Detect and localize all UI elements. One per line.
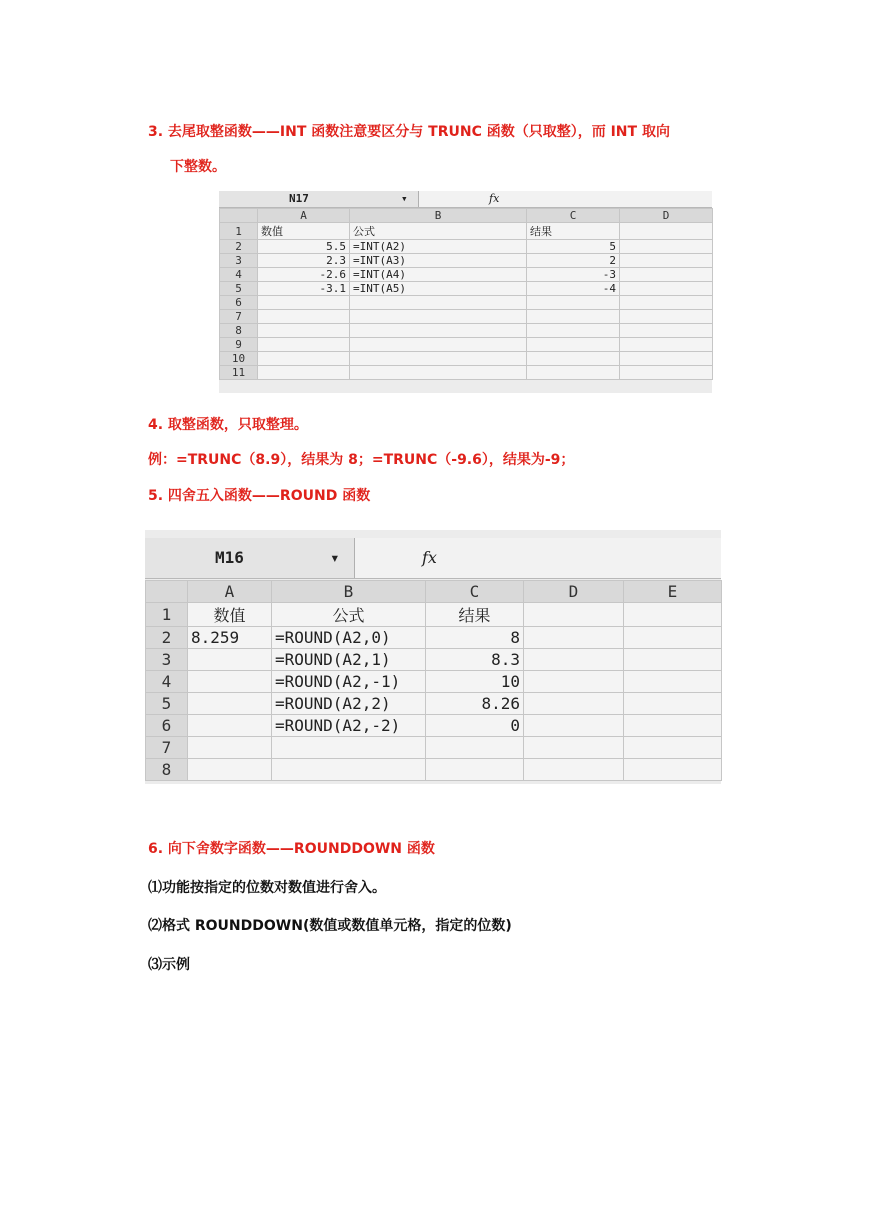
cell-c[interactable]: -3 xyxy=(527,268,620,282)
name-box[interactable]: M16 xyxy=(145,538,355,578)
chevron-down-icon[interactable]: ▾ xyxy=(401,192,408,205)
table-row xyxy=(220,282,713,296)
cell-b[interactable] xyxy=(350,324,527,338)
cell-c[interactable] xyxy=(426,737,524,759)
row-header[interactable]: 7 xyxy=(220,310,258,324)
row-header[interactable]: 5 xyxy=(146,693,188,715)
sheet-grid xyxy=(145,580,722,781)
table-row xyxy=(146,627,722,649)
table-row xyxy=(146,603,722,627)
cell-c[interactable]: 2 xyxy=(527,254,620,268)
cell-b[interactable]: =INT(A3) xyxy=(350,254,527,268)
cell-empty[interactable] xyxy=(620,366,713,380)
cell-c[interactable] xyxy=(527,352,620,366)
cell-c[interactable] xyxy=(426,759,524,781)
cell-a[interactable] xyxy=(258,352,350,366)
cell-a[interactable] xyxy=(188,693,272,715)
name-box[interactable]: N17 xyxy=(219,191,419,207)
table-row xyxy=(220,268,713,282)
table-row xyxy=(146,693,722,715)
row-header[interactable]: 3 xyxy=(220,254,258,268)
spreadsheet-round xyxy=(145,530,721,784)
table-row xyxy=(220,310,713,324)
spreadsheet-int xyxy=(219,191,712,393)
row-header[interactable]: 8 xyxy=(220,324,258,338)
cell-a[interactable] xyxy=(258,338,350,352)
section-6-item-3: ⑶示例 xyxy=(148,957,190,973)
column-header[interactable]: D xyxy=(620,209,713,223)
cell-c[interactable]: 8.3 xyxy=(426,649,524,671)
cell-empty[interactable] xyxy=(524,737,624,759)
row-header[interactable]: 3 xyxy=(146,649,188,671)
cell-empty[interactable] xyxy=(624,693,722,715)
cell-a[interactable]: -2.6 xyxy=(258,268,350,282)
column-header[interactable]: E xyxy=(624,581,722,603)
row-header[interactable]: 1 xyxy=(146,603,188,627)
cell-empty[interactable] xyxy=(620,352,713,366)
cell-a[interactable] xyxy=(258,296,350,310)
cell-c[interactable] xyxy=(527,338,620,352)
section-4-heading: 4. 取整函数，只取整理。 xyxy=(148,417,308,433)
cell-empty[interactable] xyxy=(624,759,722,781)
row-header[interactable]: 7 xyxy=(146,737,188,759)
table-row xyxy=(220,324,713,338)
cell-b[interactable]: =ROUND(A2,2) xyxy=(272,693,426,715)
cell-empty[interactable] xyxy=(524,693,624,715)
section-4-example: 例：=TRUNC（8.9），结果为 8；=TRUNC（-9.6），结果为-9； xyxy=(148,452,575,468)
cell-b[interactable]: =INT(A4) xyxy=(350,268,527,282)
cell-b[interactable]: =ROUND(A2,-2) xyxy=(272,715,426,737)
column-header[interactable]: C xyxy=(426,581,524,603)
cell-c[interactable]: 8 xyxy=(426,627,524,649)
formula-bar xyxy=(145,538,721,579)
cell-empty[interactable] xyxy=(524,671,624,693)
cell-empty[interactable] xyxy=(620,296,713,310)
cell-empty[interactable] xyxy=(620,310,713,324)
cell-c[interactable]: 5 xyxy=(527,240,620,254)
table-row xyxy=(220,223,713,240)
cell-c[interactable]: 0 xyxy=(426,715,524,737)
cell-a[interactable] xyxy=(258,324,350,338)
row-header[interactable]: 1 xyxy=(220,223,258,240)
cell-a[interactable] xyxy=(258,366,350,380)
row-header[interactable]: 9 xyxy=(220,338,258,352)
cell-empty[interactable] xyxy=(524,715,624,737)
cell-b[interactable]: =INT(A2) xyxy=(350,240,527,254)
row-header[interactable]: 10 xyxy=(220,352,258,366)
cell-empty[interactable] xyxy=(624,649,722,671)
formula-bar xyxy=(219,191,712,208)
cell-b[interactable]: 公式 xyxy=(272,603,426,627)
table-row xyxy=(220,240,713,254)
cell-empty[interactable] xyxy=(620,223,713,240)
table-row xyxy=(220,352,713,366)
row-header[interactable]: 5 xyxy=(220,282,258,296)
cell-a[interactable]: 5.5 xyxy=(258,240,350,254)
cell-c[interactable]: -4 xyxy=(527,282,620,296)
row-header[interactable]: 6 xyxy=(146,715,188,737)
section-6-item-2: ⑵格式 ROUNDDOWN(数值或数值单元格，指定的位数) xyxy=(148,918,512,934)
column-header[interactable]: A xyxy=(188,581,272,603)
cell-empty[interactable] xyxy=(624,737,722,759)
cell-b[interactable] xyxy=(350,366,527,380)
cell-c[interactable]: 10 xyxy=(426,671,524,693)
cell-b[interactable] xyxy=(350,338,527,352)
fx-icon[interactable]: fx xyxy=(489,192,500,205)
section-6-heading: 6. 向下舍数字函数——ROUNDDOWN 函数 xyxy=(148,841,435,857)
column-header[interactable]: B xyxy=(350,209,527,223)
cell-empty[interactable] xyxy=(620,268,713,282)
cell-empty[interactable] xyxy=(624,715,722,737)
cell-a[interactable]: 2.3 xyxy=(258,254,350,268)
cell-empty[interactable] xyxy=(624,671,722,693)
chevron-down-icon[interactable]: ▾ xyxy=(330,548,340,567)
cell-empty[interactable] xyxy=(620,338,713,352)
cell-b[interactable] xyxy=(350,352,527,366)
cell-c[interactable] xyxy=(527,296,620,310)
column-header[interactable]: C xyxy=(527,209,620,223)
cell-c[interactable]: 结果 xyxy=(527,223,620,240)
cell-b[interactable] xyxy=(272,737,426,759)
row-header[interactable]: 11 xyxy=(220,366,258,380)
fx-icon[interactable]: fx xyxy=(422,548,437,567)
cell-empty[interactable] xyxy=(524,627,624,649)
table-row xyxy=(146,715,722,737)
table-row xyxy=(220,254,713,268)
cell-empty[interactable] xyxy=(524,603,624,627)
cell-a[interactable]: 数值 xyxy=(258,223,350,240)
cell-a[interactable] xyxy=(188,671,272,693)
cell-a[interactable]: 数值 xyxy=(188,603,272,627)
cell-b[interactable]: =ROUND(A2,-1) xyxy=(272,671,426,693)
table-row xyxy=(146,649,722,671)
section-6-item-1: ⑴功能按指定的位数对数值进行舍入。 xyxy=(148,880,386,896)
cell-empty[interactable] xyxy=(620,282,713,296)
cell-c[interactable]: 8.26 xyxy=(426,693,524,715)
cell-a[interactable] xyxy=(188,737,272,759)
row-header[interactable]: 4 xyxy=(146,671,188,693)
cell-b[interactable] xyxy=(350,296,527,310)
column-header[interactable]: D xyxy=(524,581,624,603)
cell-a[interactable]: 8.259 xyxy=(188,627,272,649)
cell-empty[interactable] xyxy=(624,627,722,649)
cell-empty[interactable] xyxy=(624,603,722,627)
table-row xyxy=(220,366,713,380)
row-header[interactable]: 4 xyxy=(220,268,258,282)
column-header[interactable]: B xyxy=(272,581,426,603)
cell-a[interactable]: -3.1 xyxy=(258,282,350,296)
cell-a[interactable] xyxy=(258,310,350,324)
table-row xyxy=(146,759,722,781)
cell-empty[interactable] xyxy=(620,324,713,338)
select-all-corner[interactable] xyxy=(146,581,188,603)
row-header[interactable]: 8 xyxy=(146,759,188,781)
cell-empty[interactable] xyxy=(524,649,624,671)
column-header[interactable]: A xyxy=(258,209,350,223)
cell-c[interactable] xyxy=(527,324,620,338)
sheet-grid xyxy=(219,208,713,380)
cell-b[interactable]: =INT(A5) xyxy=(350,282,527,296)
cell-empty[interactable] xyxy=(620,240,713,254)
table-row xyxy=(220,296,713,310)
cell-a[interactable] xyxy=(188,649,272,671)
select-all-corner[interactable] xyxy=(220,209,258,223)
section-5-heading: 5. 四舍五入函数——ROUND 函数 xyxy=(148,488,371,504)
cell-empty[interactable] xyxy=(620,254,713,268)
cell-b[interactable] xyxy=(272,759,426,781)
row-header[interactable]: 2 xyxy=(220,240,258,254)
cell-empty[interactable] xyxy=(524,759,624,781)
cell-b[interactable] xyxy=(350,310,527,324)
table-row xyxy=(146,737,722,759)
row-header[interactable]: 6 xyxy=(220,296,258,310)
cell-c[interactable]: 结果 xyxy=(426,603,524,627)
table-row xyxy=(146,671,722,693)
section-3-heading: 3. 去尾取整函数——INT 函数注意要区分与 TRUNC 函数（只取整），而 INT 取向 xyxy=(148,124,670,140)
cell-c[interactable] xyxy=(527,310,620,324)
cell-a[interactable] xyxy=(188,759,272,781)
cell-b[interactable]: 公式 xyxy=(350,223,527,240)
row-header[interactable]: 2 xyxy=(146,627,188,649)
table-row xyxy=(220,338,713,352)
cell-b[interactable]: =ROUND(A2,0) xyxy=(272,627,426,649)
cell-b[interactable]: =ROUND(A2,1) xyxy=(272,649,426,671)
cell-c[interactable] xyxy=(527,366,620,380)
cell-a[interactable] xyxy=(188,715,272,737)
section-3-heading-cont: 下整数。 xyxy=(170,159,226,175)
